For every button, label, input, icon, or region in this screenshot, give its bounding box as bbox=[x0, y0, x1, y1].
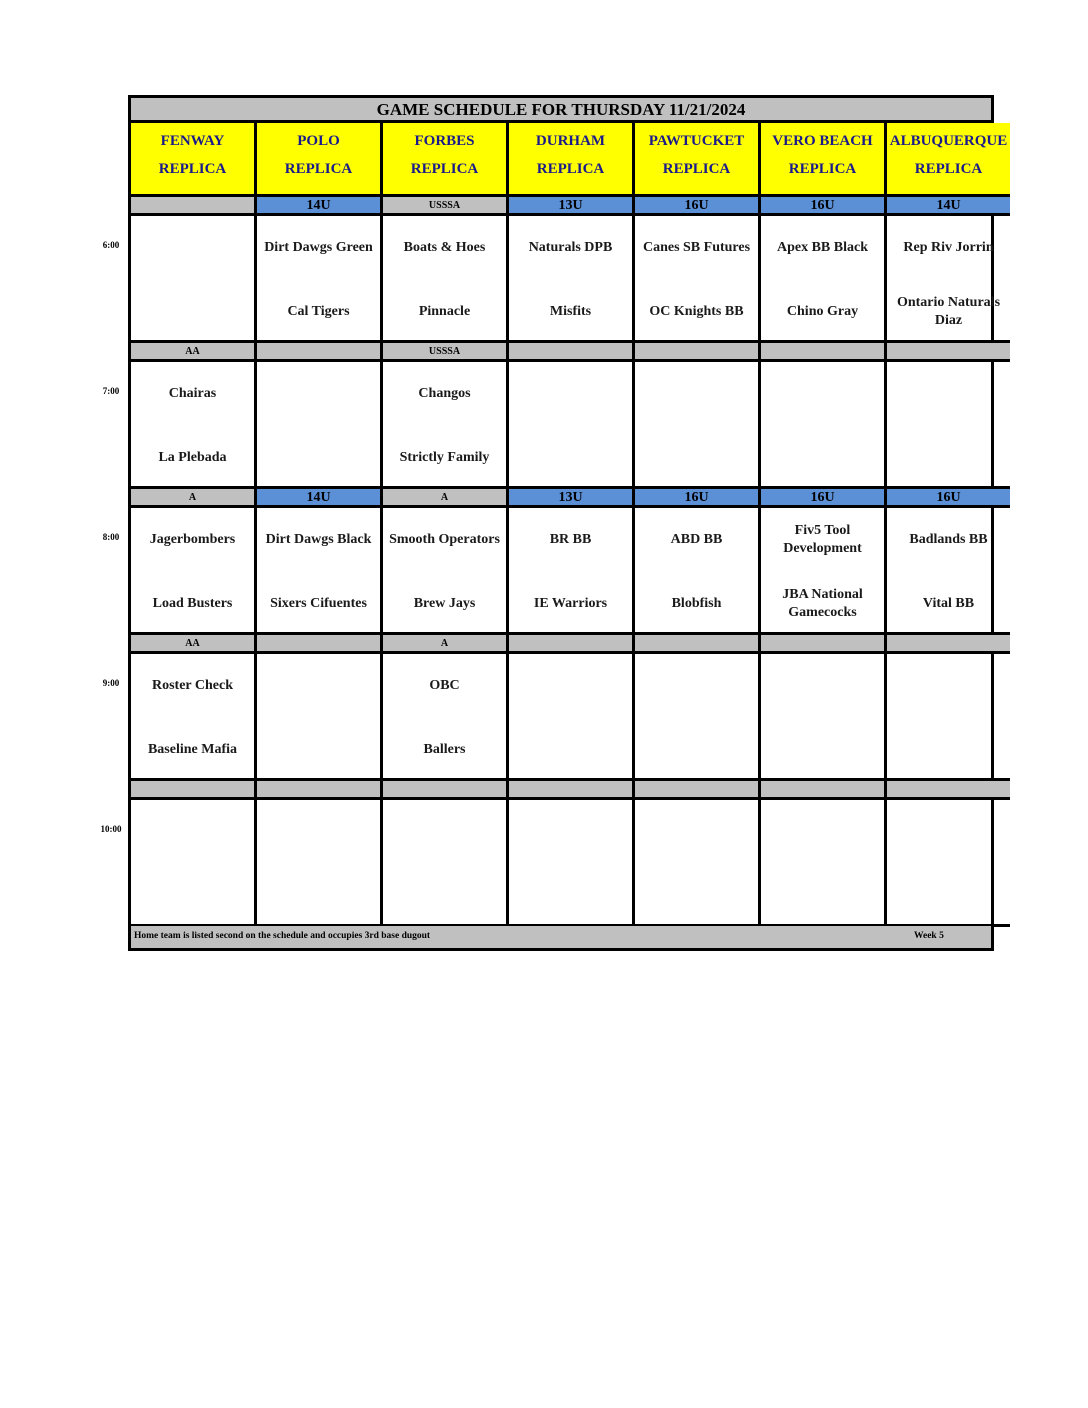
away-team: Rep Riv Jorrin bbox=[903, 240, 994, 255]
division-label: AA bbox=[131, 635, 254, 654]
home-team bbox=[887, 730, 1010, 770]
field-subtitle: REPLICA bbox=[284, 161, 353, 177]
game-cell bbox=[635, 800, 758, 927]
away-team: Apex BB Black bbox=[776, 240, 868, 255]
home-team: Baseline Mafia bbox=[147, 742, 238, 757]
field-subtitle: REPLICA bbox=[158, 161, 227, 177]
field-header bbox=[761, 123, 884, 197]
time-label: 7:00 bbox=[102, 386, 120, 396]
division-label bbox=[887, 343, 1010, 362]
game-cell bbox=[383, 362, 506, 489]
home-team: Sixers Cifuentes bbox=[270, 596, 367, 611]
field-subtitle: REPLICA bbox=[914, 161, 983, 177]
away-team bbox=[509, 812, 632, 852]
home-team bbox=[635, 438, 758, 478]
home-team: Blobfish bbox=[671, 596, 722, 611]
game-cell bbox=[509, 216, 632, 343]
division-label bbox=[887, 635, 1010, 654]
division-label: A bbox=[383, 635, 506, 654]
home-team: Vital BB bbox=[922, 596, 975, 611]
division-label bbox=[131, 781, 254, 800]
home-team: Cal Tigers bbox=[287, 304, 350, 319]
away-team bbox=[131, 228, 254, 268]
away-team: Chairas bbox=[168, 386, 217, 401]
home-team: Ballers bbox=[423, 742, 466, 757]
home-team: Ontario Naturals Diaz bbox=[896, 295, 1001, 328]
game-cell bbox=[257, 362, 380, 489]
division-label bbox=[509, 343, 632, 362]
home-team: Load Busters bbox=[152, 596, 233, 611]
away-team bbox=[761, 812, 884, 852]
game-cell bbox=[761, 508, 884, 635]
away-team: ABD BB bbox=[670, 532, 723, 547]
game-cell bbox=[887, 654, 1010, 781]
home-team: Brew Jays bbox=[413, 596, 476, 611]
away-team bbox=[635, 374, 758, 414]
game-cell bbox=[257, 654, 380, 781]
field-header bbox=[131, 123, 254, 197]
home-team bbox=[509, 438, 632, 478]
footer-note: Home team is listed second on the schedule and occupies 3rd base dugout bbox=[134, 931, 431, 941]
game-cell bbox=[887, 362, 1010, 489]
game-cell bbox=[509, 654, 632, 781]
away-team bbox=[635, 812, 758, 852]
division-label: USSSA bbox=[383, 197, 506, 216]
away-team: Badlands BB bbox=[909, 532, 988, 547]
field-subtitle: REPLICA bbox=[536, 161, 605, 177]
field-header bbox=[509, 123, 632, 197]
game-cell bbox=[383, 654, 506, 781]
home-team bbox=[257, 876, 380, 916]
field-name: VERO BEACH bbox=[772, 133, 873, 149]
away-team: Fiv5 Tool Development bbox=[783, 523, 862, 556]
division-label bbox=[635, 781, 758, 800]
away-team bbox=[761, 666, 884, 706]
page-title: GAME SCHEDULE FOR THURSDAY 11/21/2024 bbox=[131, 98, 991, 123]
division-label: 14U bbox=[257, 489, 380, 508]
division-label bbox=[761, 343, 884, 362]
away-team bbox=[761, 374, 884, 414]
home-team bbox=[887, 876, 1010, 916]
division-label: USSSA bbox=[383, 343, 506, 362]
away-team bbox=[635, 666, 758, 706]
game-cell bbox=[383, 216, 506, 343]
field-subtitle: REPLICA bbox=[788, 161, 857, 177]
field-name: FORBES bbox=[414, 133, 475, 149]
division-label: 16U bbox=[761, 197, 884, 216]
game-cell bbox=[635, 216, 758, 343]
away-team bbox=[383, 812, 506, 852]
field-name: DURHAM bbox=[535, 133, 606, 149]
field-subtitle: REPLICA bbox=[662, 161, 731, 177]
game-cell bbox=[257, 800, 380, 927]
division-label bbox=[509, 635, 632, 654]
home-team: JBA National Gamecocks bbox=[782, 587, 863, 620]
schedule-table bbox=[128, 95, 1008, 951]
division-label bbox=[509, 781, 632, 800]
away-team bbox=[257, 666, 380, 706]
game-cell bbox=[761, 362, 884, 489]
game-cell bbox=[761, 216, 884, 343]
division-label: A bbox=[383, 489, 506, 508]
away-team bbox=[887, 812, 1010, 852]
division-label bbox=[383, 781, 506, 800]
home-team: Chino Gray bbox=[786, 304, 859, 319]
division-label bbox=[887, 781, 1010, 800]
away-team: Dirt Dawgs Black bbox=[265, 532, 372, 547]
division-label: A bbox=[131, 489, 254, 508]
field-header bbox=[635, 123, 758, 197]
away-team bbox=[887, 374, 1010, 414]
home-team: Pinnacle bbox=[418, 304, 471, 319]
game-cell bbox=[131, 216, 254, 343]
game-cell bbox=[131, 654, 254, 781]
game-cell bbox=[635, 508, 758, 635]
division-label: 13U bbox=[509, 197, 632, 216]
game-cell bbox=[257, 216, 380, 343]
time-label: 8:00 bbox=[102, 532, 120, 542]
game-cell bbox=[887, 800, 1010, 927]
division-label bbox=[257, 781, 380, 800]
game-cell bbox=[509, 362, 632, 489]
field-name: PAWTUCKET bbox=[648, 133, 745, 149]
game-cell bbox=[761, 800, 884, 927]
game-cell bbox=[383, 800, 506, 927]
game-cell bbox=[131, 362, 254, 489]
home-team bbox=[383, 876, 506, 916]
home-team: OC Knights BB bbox=[649, 304, 744, 319]
home-team bbox=[257, 730, 380, 770]
game-cell bbox=[887, 216, 1010, 343]
time-label: 10:00 bbox=[100, 824, 122, 834]
field-header bbox=[887, 123, 1010, 197]
game-cell bbox=[131, 508, 254, 635]
division-label bbox=[257, 343, 380, 362]
away-team: Boats & Hoes bbox=[403, 240, 486, 255]
away-team: Dirt Dawgs Green bbox=[264, 240, 373, 255]
game-cell bbox=[761, 654, 884, 781]
division-label: 14U bbox=[887, 197, 1010, 216]
field-header bbox=[257, 123, 380, 197]
home-team bbox=[761, 438, 884, 478]
away-team: Changos bbox=[418, 386, 471, 401]
home-team bbox=[257, 438, 380, 478]
away-team: Smooth Operators bbox=[389, 532, 500, 547]
home-team: IE Warriors bbox=[533, 596, 608, 611]
week-label: Week 5 bbox=[914, 931, 944, 941]
away-team: Roster Check bbox=[151, 678, 233, 693]
away-team: Jagerbombers bbox=[149, 532, 236, 547]
home-team bbox=[887, 438, 1010, 478]
away-team bbox=[257, 812, 380, 852]
field-name: FENWAY bbox=[160, 133, 225, 149]
game-cell bbox=[257, 508, 380, 635]
division-label: 16U bbox=[635, 197, 758, 216]
home-team bbox=[761, 876, 884, 916]
away-team bbox=[257, 374, 380, 414]
division-label: 16U bbox=[887, 489, 1010, 508]
home-team bbox=[509, 876, 632, 916]
field-header bbox=[383, 123, 506, 197]
division-label: 16U bbox=[635, 489, 758, 508]
home-team: La Plebada bbox=[158, 450, 227, 465]
away-team bbox=[131, 812, 254, 852]
division-label: 16U bbox=[761, 489, 884, 508]
division-label bbox=[761, 781, 884, 800]
away-team bbox=[509, 666, 632, 706]
division-label: 14U bbox=[257, 197, 380, 216]
home-team: Misfits bbox=[549, 304, 592, 319]
game-cell bbox=[887, 508, 1010, 635]
home-team: Strictly Family bbox=[399, 450, 490, 465]
game-cell bbox=[509, 508, 632, 635]
home-team bbox=[131, 876, 254, 916]
game-cell bbox=[131, 800, 254, 927]
away-team: BR BB bbox=[549, 532, 592, 547]
away-team: OBC bbox=[429, 678, 460, 693]
game-cell bbox=[635, 362, 758, 489]
division-label: 13U bbox=[509, 489, 632, 508]
field-name: POLO bbox=[297, 133, 340, 149]
division-label: AA bbox=[131, 343, 254, 362]
division-label bbox=[761, 635, 884, 654]
game-cell bbox=[635, 654, 758, 781]
time-label: 9:00 bbox=[102, 678, 120, 688]
home-team bbox=[635, 876, 758, 916]
footer-bar bbox=[131, 926, 991, 948]
division-label bbox=[635, 343, 758, 362]
field-name: ALBUQUERQUE bbox=[889, 133, 1008, 149]
home-team bbox=[509, 730, 632, 770]
division-label bbox=[257, 635, 380, 654]
away-team bbox=[509, 374, 632, 414]
time-label: 6:00 bbox=[102, 240, 120, 250]
away-team: Canes SB Futures bbox=[642, 240, 751, 255]
division-label bbox=[131, 197, 254, 216]
game-cell bbox=[509, 800, 632, 927]
game-cell bbox=[383, 508, 506, 635]
home-team bbox=[131, 292, 254, 332]
home-team bbox=[761, 730, 884, 770]
away-team bbox=[887, 666, 1010, 706]
home-team bbox=[635, 730, 758, 770]
away-team: Naturals DPB bbox=[528, 240, 613, 255]
division-label bbox=[635, 635, 758, 654]
time-column bbox=[0, 0, 128, 1408]
field-subtitle: REPLICA bbox=[410, 161, 479, 177]
